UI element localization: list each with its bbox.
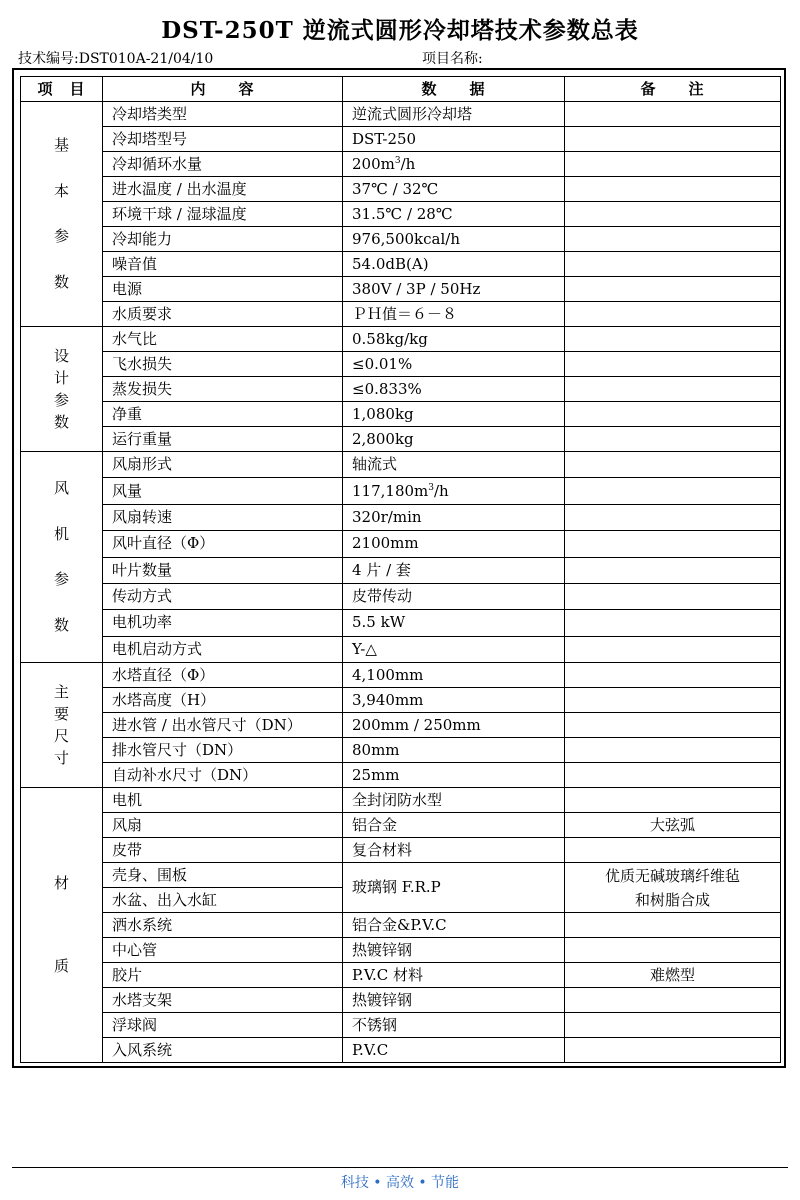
group-char: 要 [53,705,69,723]
cell-data: 25mm [343,763,565,788]
group-char: 主 [53,683,69,701]
cell-note [565,478,781,504]
table-row [21,504,781,530]
cell-data: 不锈钢 [343,1013,565,1038]
cell-data: 54.0dB(A) [343,252,565,277]
cell-note [565,557,781,583]
cell-content: 风扇 [103,813,343,838]
cell-data: 380V / 3P / 50Hz [343,277,565,302]
cell-content: 电源 [103,277,343,302]
footer-divider [12,1167,788,1168]
cell-data: 976,500kcal/h [343,227,565,252]
cell-note [565,688,781,713]
cell-data: 4 片 / 套 [343,557,565,583]
cell-content: 洒水系统 [103,913,343,938]
cell-content: 传动方式 [103,583,343,609]
table-row [21,377,781,402]
cell-content: 水塔高度（H） [103,688,343,713]
value-sup: 3 [394,155,401,166]
group-char: 寸 [53,749,69,767]
project-name: 项目名称: [422,51,483,67]
table-row [21,327,781,352]
cell-data: 31.5℃ / 28℃ [343,202,565,227]
group-design [21,327,103,452]
value-unit: /h [400,154,416,173]
cell-note [565,427,781,452]
cell-content: 叶片数量 [103,557,343,583]
table-row [21,713,781,738]
table-row [21,478,781,504]
table-row [21,963,781,988]
table-row [21,813,781,838]
cell-content: 运行重量 [103,427,343,452]
group-char: 本 [53,181,69,200]
page-title: DST-250T 逆流式圆形冷却塔技术参数总表 [161,17,639,44]
cell-content: 风扇转速 [103,504,343,530]
cell-data: 200mm / 250mm [343,713,565,738]
cell-content: 进水温度 / 出水温度 [103,177,343,202]
spec-table [20,76,781,1063]
cell-content: 飞水损失 [103,352,343,377]
cell-content: 环境干球 / 湿球温度 [103,202,343,227]
cell-note [565,227,781,252]
cell-content: 噪音值 [103,252,343,277]
group-char: 基 [53,135,69,154]
cell-data: 37℃ / 32℃ [343,177,565,202]
cell-content: 胶片 [103,963,343,988]
value-sup: 3 [428,482,434,493]
cell-note [565,377,781,402]
cell-content: 风扇形式 [103,452,343,478]
cell-data: 玻璃钢 F.R.P [343,863,565,913]
cell-content: 风量 [103,478,343,504]
value-text: 200m [352,154,395,173]
cell-note [565,402,781,427]
cell-note: 大弦弧 [565,813,781,838]
cell-content: 电机 [103,788,343,813]
header-item: 项 目 [21,77,103,102]
cell-data: ≤0.833% [343,377,565,402]
table-row [21,557,781,583]
group-char: 计 [53,369,69,387]
table-row [21,583,781,609]
table-row [21,788,781,813]
table-row [21,227,781,252]
table-header-row [21,77,781,102]
table-row [21,1038,781,1063]
cell-note [565,938,781,963]
group-char: 风 [53,478,69,497]
cell-data: 3,940mm [343,688,565,713]
cell-note [565,302,781,327]
cell-note [565,788,781,813]
header-content: 内 容 [103,77,343,102]
cell-note [565,988,781,1013]
cell-content: 入风系统 [103,1038,343,1063]
cell-content: 进水管 / 出水管尺寸（DN） [103,713,343,738]
cell-data: DST-250 [343,127,565,152]
cell-content: 冷却塔类型 [103,102,343,127]
cell-note [565,763,781,788]
cell-note: 难燃型 [565,963,781,988]
group-char: 数 [53,616,69,635]
cell-data [343,152,565,177]
table-row [21,102,781,127]
cell-content: 水质要求 [103,302,343,327]
cell-note [565,352,781,377]
cell-content: 水塔直径（Φ） [103,663,343,688]
table-row [21,202,781,227]
cell-note [565,1038,781,1063]
cell-content: 蒸发损失 [103,377,343,402]
cell-data: 热镀锌钢 [343,988,565,1013]
cell-data: 0.58kg/kg [343,327,565,352]
cell-data: P.V.C 材料 [343,963,565,988]
cell-content: 冷却循环水量 [103,152,343,177]
cell-content: 风叶直径（Φ） [103,531,343,557]
group-char: 材 [53,874,69,892]
group-char: 数 [53,273,69,292]
footer-slogan: 科技 • 高效 • 节能 [340,1175,460,1191]
group-char: 尺 [53,727,69,745]
cell-data: 全封闭防水型 [343,788,565,813]
cell-content: 水盆、出入水缸 [103,888,343,913]
cell-content: 中心管 [103,938,343,963]
cell-note [565,1013,781,1038]
note-line: 和树脂合成 [634,890,710,909]
cell-note [565,252,781,277]
cell-note [565,610,781,636]
cell-content: 电机功率 [103,610,343,636]
cell-data: 2,800kg [343,427,565,452]
table-row [21,838,781,863]
group-fan [21,452,103,663]
table-row [21,636,781,662]
cell-data [343,478,565,504]
group-char: 参 [53,570,69,589]
cell-data: 1,080kg [343,402,565,427]
cell-note [565,636,781,662]
cell-data: P.V.C [343,1038,565,1063]
cell-content: 排水管尺寸（DN） [103,738,343,763]
header-data: 数 据 [343,77,565,102]
cell-content: 电机启动方式 [103,636,343,662]
cell-data: 铝合金 [343,813,565,838]
table-row [21,913,781,938]
group-material [21,788,103,1063]
cell-content: 冷却塔型号 [103,127,343,152]
cell-note [565,863,781,913]
group-char: 参 [53,391,69,409]
cell-content: 水塔支架 [103,988,343,1013]
table-row [21,302,781,327]
cell-note [565,738,781,763]
cell-data: 2100mm [343,531,565,557]
table-row [21,452,781,478]
tech-number: 技术编号:DST010A-21/04/10 [18,51,214,67]
cell-data: ≤0.01% [343,352,565,377]
cell-data: 皮带传动 [343,583,565,609]
group-basic [21,102,103,327]
cell-note [565,127,781,152]
cell-content: 净重 [103,402,343,427]
cell-content: 壳身、围板 [103,863,343,888]
table-row [21,863,781,888]
cell-note [565,663,781,688]
cell-content: 自动补水尺寸（DN） [103,763,343,788]
cell-note [565,102,781,127]
group-char: 质 [53,957,69,975]
cell-content: 浮球阀 [103,1013,343,1038]
cell-content: 水气比 [103,327,343,352]
cell-note [565,504,781,530]
table-row [21,352,781,377]
table-row [21,938,781,963]
cell-note [565,177,781,202]
table-row [21,531,781,557]
cell-data: 4,100mm [343,663,565,688]
cell-note [565,152,781,177]
group-char: 数 [53,413,69,431]
table-row [21,610,781,636]
table-row [21,1013,781,1038]
cell-data: 复合材料 [343,838,565,863]
table-row [21,688,781,713]
value-text: 117,180m [352,481,429,500]
note-line: 优质无碱玻璃纤维毡 [604,866,740,885]
table-row [21,738,781,763]
cell-data: 逆流式圆形冷却塔 [343,102,565,127]
table-row [21,252,781,277]
table-row [21,988,781,1013]
group-char: 参 [53,227,69,246]
table-row [21,277,781,302]
table-row [21,763,781,788]
header-note: 备 注 [565,77,781,102]
cell-data: 铝合金&P.V.C [343,913,565,938]
cell-note [565,838,781,863]
cell-note [565,583,781,609]
cell-note [565,277,781,302]
table-row [21,427,781,452]
table-row [21,663,781,688]
cell-data: 320r/min [343,504,565,530]
group-size [21,663,103,788]
cell-note [565,327,781,352]
cell-data: ＰＨ值＝６－８ [343,302,565,327]
table-row [21,177,781,202]
cell-content: 冷却能力 [103,227,343,252]
cell-note [565,202,781,227]
group-char: 机 [53,524,69,543]
cell-note [565,531,781,557]
cell-note [565,452,781,478]
table-row [21,127,781,152]
table-row [21,402,781,427]
table-row [21,152,781,177]
cell-content: 皮带 [103,838,343,863]
value-unit: /h [434,481,449,500]
cell-data: 5.5 kW [343,610,565,636]
cell-data: 80mm [343,738,565,763]
cell-note [565,713,781,738]
cell-data: 轴流式 [343,452,565,478]
cell-data: Y-△ [343,636,565,662]
cell-data: 热镀锌钢 [343,938,565,963]
group-char: 设 [53,347,69,365]
cell-note [565,913,781,938]
